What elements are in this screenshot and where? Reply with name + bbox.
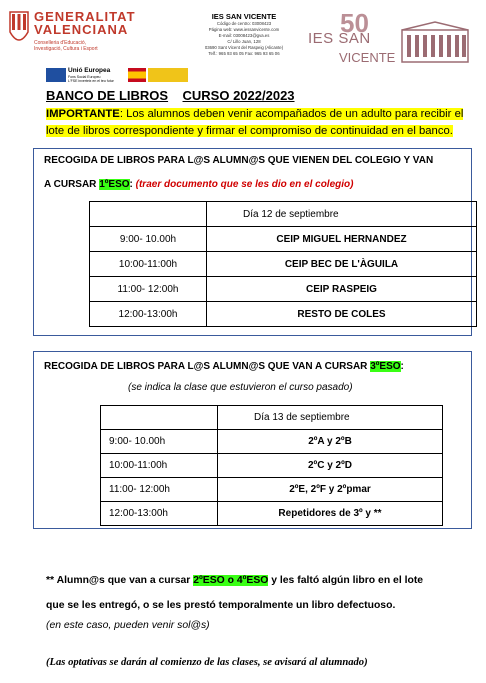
time-cell: 12:00-13:00h xyxy=(90,302,207,327)
date-cell: Día 12 de septiembre xyxy=(207,202,477,227)
schedule-table-1eso xyxy=(89,201,477,327)
time-cell: 10:00-11:00h xyxy=(101,454,218,478)
footer-note xyxy=(46,568,472,618)
section-1eso xyxy=(33,148,472,336)
section-1eso-heading-line2 xyxy=(44,173,433,197)
group-cell: CEIP BEC DE L'ÀGUILA xyxy=(207,252,477,277)
course-highlight: 1ºESO xyxy=(99,179,130,190)
ministry-logo-icon xyxy=(148,68,188,82)
group-cell: Repetidores de 3º y ** xyxy=(218,502,443,526)
footer-course-highlight: 2ºESO o 4ºESO xyxy=(193,575,269,586)
footer-note-alone: (en este caso, pueden venir sol@s) xyxy=(46,620,210,631)
time-cell: 10:00-11:00h xyxy=(90,252,207,277)
school-name: IES SAN VICENTE xyxy=(211,12,277,21)
heading-prefix: RECOGIDA DE LIBROS PARA L@S ALUMN@S QUE VAN A CURSAR xyxy=(44,361,371,372)
table-row xyxy=(90,302,477,327)
eu-flag-icon xyxy=(46,68,66,82)
group-cell: RESTO DE COLES xyxy=(207,302,477,327)
eu-title: Unió Europea xyxy=(68,67,111,74)
table-row xyxy=(101,502,443,526)
table-row xyxy=(90,277,477,302)
time-cell: 9:00- 10.00h xyxy=(90,227,207,252)
time-cell: 12:00-13:00h xyxy=(101,502,218,526)
heading-colon: : xyxy=(129,179,136,190)
time-cell: 11:00- 12:00h xyxy=(90,277,207,302)
school-logo-text-2: VICENTE xyxy=(339,50,396,65)
time-cell: 11:00- 12:00h xyxy=(101,478,218,502)
school-info-line: Página web: www.iessanvicente.com xyxy=(208,27,280,33)
table-cell xyxy=(101,406,218,430)
group-cell: CEIP MIGUEL HERNANDEZ xyxy=(207,227,477,252)
heading-prefix: A CURSAR xyxy=(44,179,100,190)
school-info-line: 03690 Sant Vicent del Raspeig (Alicante) xyxy=(204,45,284,51)
group-cell: CEIP RASPEIG xyxy=(207,277,477,302)
page-title-label: BANCO DE LIBROS xyxy=(46,88,169,103)
conselleria-line2: Investigació, Cultura i Esport xyxy=(34,46,98,52)
school-building-icon xyxy=(400,20,470,64)
footer-note-text-2: que se les entregó, o se les prestó temporalmente un libro defectuoso. xyxy=(46,600,396,611)
generalitat-name-line1: GENERALITAT xyxy=(34,9,136,24)
anniversary-number: 50 xyxy=(340,8,369,38)
generalitat-logo-icon xyxy=(8,10,30,50)
document-note: (traer documento que se les dio en el colegio) xyxy=(135,179,354,190)
conselleria-line1: Conselleria d'Educació, xyxy=(34,40,87,46)
school-info-line: C/ Lillo Juan, 128 xyxy=(227,39,261,45)
page-title-course: CURSO 2022/2023 xyxy=(182,88,295,103)
group-cell: 2ºA y 2ºB xyxy=(218,430,443,454)
important-notice xyxy=(46,106,470,140)
school-info-line: E-mail: 03008423@gva.es xyxy=(218,33,270,39)
spain-flag-icon xyxy=(128,68,146,82)
heading-colon: : xyxy=(400,361,404,372)
conselleria-name xyxy=(34,40,154,52)
school-info-line: Telf.: 965 93 65 05 Fax: 965 93 65 06 xyxy=(208,51,280,57)
time-cell: 9:00- 10.00h xyxy=(101,430,218,454)
footer-note-prefix: ** Alumn@s que van a cursar xyxy=(46,575,194,586)
eu-subtitle xyxy=(68,75,128,83)
table-row xyxy=(101,478,443,502)
date-cell: Día 13 de septiembre xyxy=(218,406,443,430)
important-label: IMPORTANTE xyxy=(46,108,120,120)
section-3eso-heading xyxy=(44,355,404,379)
school-info xyxy=(190,21,298,58)
table-row xyxy=(90,252,477,277)
section-3eso-subtitle: (se indica la clase que estuvieron el curso pasado) xyxy=(128,382,353,393)
eu-subtitle-line1: Fons Social Europeu xyxy=(68,75,101,79)
section-1eso-heading-line1: RECOGIDA DE LIBROS PARA L@S ALUMN@S QUE VIENEN DEL COLEGIO Y VAN xyxy=(44,155,434,166)
page-title xyxy=(46,88,295,103)
table-row xyxy=(101,430,443,454)
table-row xyxy=(101,406,443,430)
course-highlight: 3ºESO xyxy=(370,361,401,372)
generalitat-name-line2: VALENCIANA xyxy=(34,22,129,37)
section-3eso xyxy=(33,351,472,529)
school-info-line: Código de centro: 03008423 xyxy=(216,21,272,26)
section-1eso-heading xyxy=(44,149,433,197)
school-logo-text: IES SAN xyxy=(308,30,371,47)
optativas-note: (Las optativas se darán al comienzo de las clases, se avisará al alumnado) xyxy=(46,657,368,668)
table-row xyxy=(101,454,443,478)
table-cell xyxy=(90,202,207,227)
group-cell: 2ºC y 2ºD xyxy=(218,454,443,478)
table-row xyxy=(90,202,477,227)
footer-note-text-1: y les faltó algún libro en el lote xyxy=(268,575,424,586)
schedule-table-3eso xyxy=(100,405,443,526)
generalitat-name xyxy=(34,10,136,36)
table-row xyxy=(90,227,477,252)
important-text: : Los alumnos deben venir acompañados de un adulto para recibir el lote de libros correspondiente y firmar el compromiso de continuidad en el banco. xyxy=(46,108,464,137)
group-cell: 2ºE, 2ºF y 2ºpmar xyxy=(218,478,443,502)
eu-subtitle-line2: L'FSE inverteix en el teu futur xyxy=(68,79,114,83)
